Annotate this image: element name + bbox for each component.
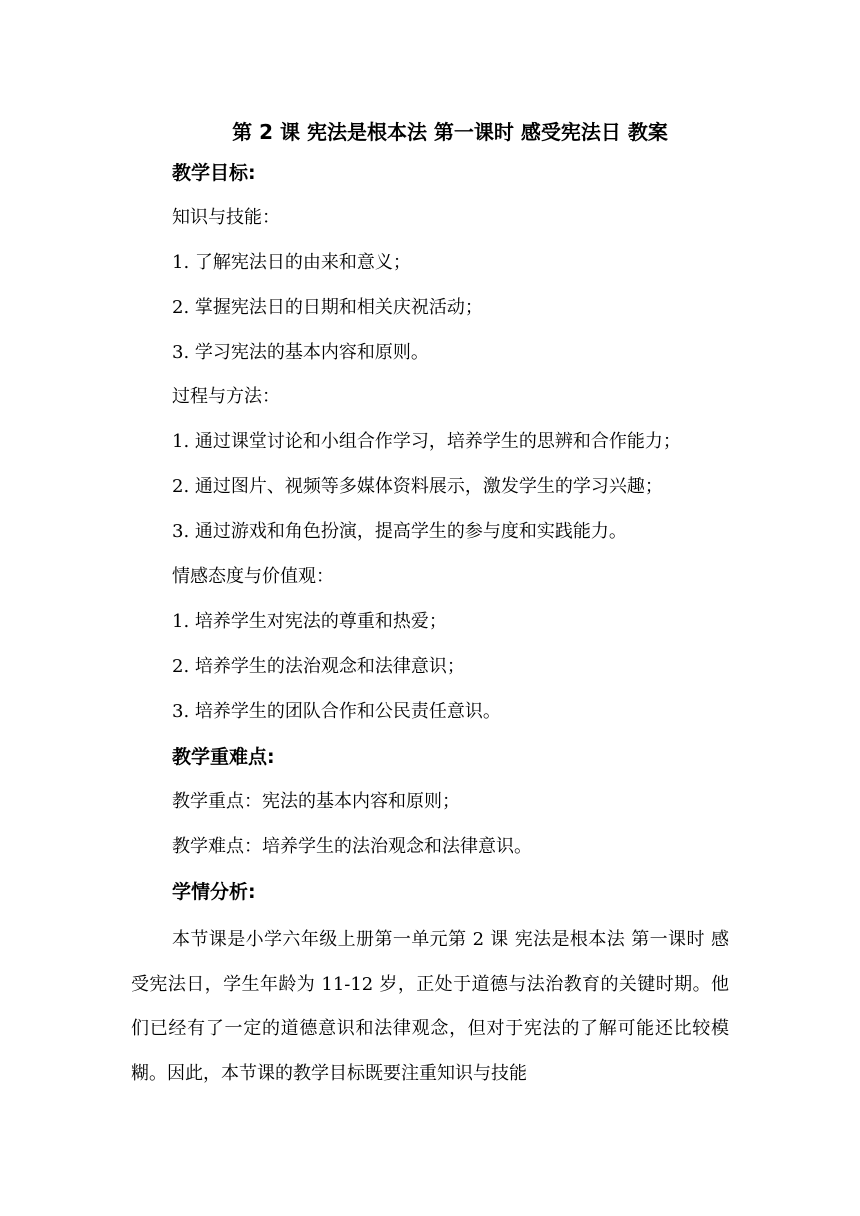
process-label: 过程与方法： bbox=[172, 386, 280, 407]
process-item-3: 3. 通过游戏和角色扮演，提高学生的参与度和实践能力。 bbox=[172, 521, 627, 542]
knowledge-label: 知识与技能： bbox=[172, 207, 280, 228]
objectives-heading: 教学目标: bbox=[172, 162, 256, 184]
process-item-1: 1. 通过课堂讨论和小组合作学习，培养学生的思辨和合作能力； bbox=[172, 431, 681, 452]
teaching-difficulty: 教学难点：培养学生的法治观念和法律意识。 bbox=[172, 836, 532, 857]
knowledge-item-2: 2. 掌握宪法日的日期和相关庆祝活动； bbox=[172, 297, 483, 318]
document-title: 第 2 课 宪法是根本法 第一课时 感受宪法日 教案 bbox=[232, 120, 668, 144]
teaching-focus: 教学重点：宪法的基本内容和原则； bbox=[172, 791, 460, 812]
key-points-heading: 教学重难点: bbox=[172, 746, 275, 768]
attitude-item-1: 1. 培养学生对宪法的尊重和热爱； bbox=[172, 611, 447, 632]
knowledge-item-1: 1. 了解宪法日的由来和意义； bbox=[172, 252, 411, 273]
process-item-2: 2. 通过图片、视频等多媒体资料展示，激发学生的学习兴趣； bbox=[172, 476, 663, 497]
knowledge-item-3: 3. 学习宪法的基本内容和原则。 bbox=[172, 342, 429, 363]
attitude-item-2: 2. 培养学生的法治观念和法律意识； bbox=[172, 656, 465, 677]
attitude-item-3: 3. 培养学生的团队合作和公民责任意识。 bbox=[172, 701, 501, 722]
analysis-heading: 学情分析: bbox=[172, 881, 256, 903]
analysis-paragraph: 本节课是小学六年级上册第一单元第 2 课 宪法是根本法 第一课时 感受宪法日，学生年龄为 11-12 岁，正处于道德与法治教育的关键时期。他们已经有了一定的道德意识和法律观念，但对于宪法的了解可能还比较模糊。因此，本节课的教学目标既要注重知识与技能 bbox=[131, 929, 729, 1084]
attitude-label: 情感态度与价值观： bbox=[172, 566, 334, 587]
